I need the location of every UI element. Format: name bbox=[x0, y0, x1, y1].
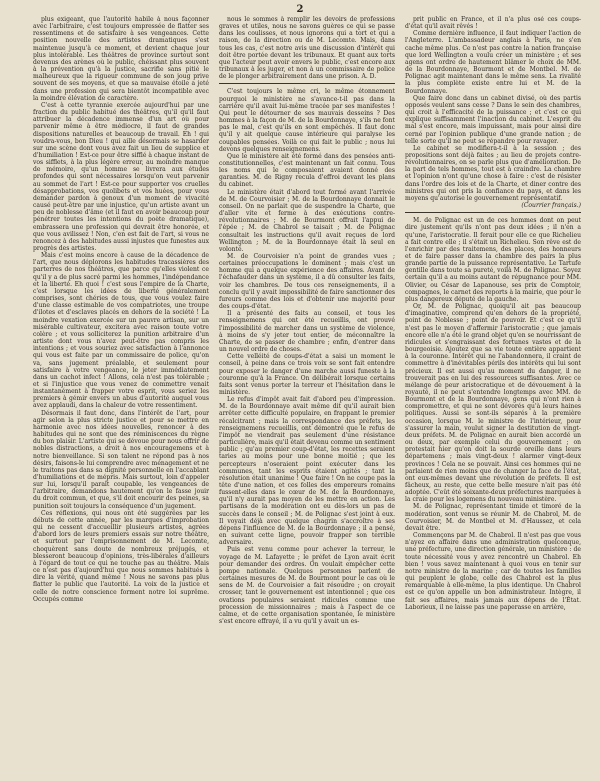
paragraph: M. de Courvoisier n'a point de grandes vues ; certaines préoccupations le dominent ; mais c'est un homme qui a quelque expérience des affaires. Avant de l'échafauder dans un système, il a dû consulter les faits, voir les chambres. De tous ces renseignements, il a conclu qu'il y avait impossibilité de faire sanctionner des fureurs comme des lois et d'obtenir une majorité pour des coups-d'état. bbox=[219, 253, 395, 311]
paragraph: C'est toujours le même cri, le même étonnement pourquoi le ministère ne s'avance-t-il pas dans la carrière qu'il avait lui-même tracée par ses manifestes ! Qui peut le détourner de ses mauvais desseins ? Des hommes à la façon de M. de la Bourdonnaye, s'ils ne font pas le mal, c'est qu'ils en sont empêchés. Il faut donc qu'il y ait quelque cause intérieure qui paralyse les coupables pensées. Voilà ce qui fait le public ; nous lui devons quelques renseignemens. bbox=[219, 88, 395, 153]
paragraph: Cette velléité de coups-d'état a saisi un moment le conseil, à peine dans ce trois voix se sont fait entendre pour exposer le danger d'une marche aussi funeste à la couronne qu'à la France. On délibérait lorsque certains faits sont venus porter la terreur et l'hésitation dans le ministère. bbox=[219, 353, 395, 396]
column-3 bbox=[405, 16, 581, 776]
paragraph: C'est à cette tyrannie exercée aujourd'hui par une fraction du public habitué des théâtres, qu'il qu'il faut attribuer la décadence immense d'un art où pour parvenir même à être médiocre, il faut de grandes dispositions naturelles et beaucoup de travail. Eh ! qui voudra-vous, bon Dieu ! qui aille désormais se hasarder sur une scène dont vous avez fait un lieu de supplice et d'humiliation ! Est-ce pour être sifflé à chaque instant de vos sifflets, à la plus légère erreur, au moindre manque de mémoire, qu'un homme se livrera aux études profondes qui sont nécessaires lorsqu'on veut parvenir au sommet de l'art ! Est-ce pour supporter vos cruelles désapprobations, vos quolibets et vos huées, pour vous demander pardon à genoux d'un moment de vivacité causé peut-être par une injustice, qu'un artiste avant un peu de noblesse d'âme (et il faut en avoir beaucoup pour pénétrer toutes les intentions du poète dramatique), embrassera une profession qui devrait être honorée, et que vous avilissez ! Non, c'en est fait de l'art, si vous ne renoncez à des habitudes aussi injustes que funestes aux progrès des artistes. bbox=[33, 101, 209, 252]
paragraph: Que faire donc dans un cabinet divisé, où des partis opposés veulent sans cesse ? Dans le sein des chambres, qui croit à l'efficacité de la puissance ; et c'est ce qui explique suffisamment l'inaction du cabinet. L'esprit du mal s'est encore, mais impuissant, mais pour ainsi dire cerné par l'opinion publique d'une grande nation ; de telle sorte qu'il ne peut se répandre pour ravager. bbox=[405, 94, 581, 145]
paragraph: Le cabinet se modifiera-t-il à la session ; des propositions sont déjà faites ; au lieu de projets contre-révolutionnaires, on se parle plus que d'amélioration. De la part de tels hommes, tout est à craindre. La chambre et l'opinion n'ont qu'une chose à faire : c'est de résister dans l'ordre des lois et de la Charte, et diner contre des ministres qui ont pris la confiance du pays, et dans les moyens qu'autorise le gouvernement représentatif. bbox=[405, 144, 581, 202]
column-2 bbox=[219, 16, 395, 776]
paragraph: Le refus d'impôt avait fait d'abord peu d'impression. M. de la Bourdonnaye avait même dit qu'il aurait bien arrêter cette difficulté populaire, en frappant le premier récalcitrant ; mais la correspondance des préfets, les renseignemens recueillis, ont démontré que le refus de l'impôt ne viendrait pas seulement d'une résistance particulière, mais qu'il était devenu comme un sentiment public ; qu'au premier coup-d'état, les recettes seraient taries au moins pour une bonne moitié ; que les percepteurs n'oseraient point exécuter dans les communes, tant les esprits étaient agités ; tant la résolution était unanime ! Que faire ! On ne coupe pas la tête d'une nation, et ces folles des empereurs romains fussent-elles dans le cœur de M. de la Bourdonnaye, qu'il n'y aurait pas moyen de les mettre en action. Les partisans de la modération ont eu dès-lors un pas de succès dans le conseil ; M. de Polignac s'est joint à eux. Il voyait déjà avec quelque chagrin s'accroître à ses dépens l'influence de M. de la Bourdonnaye ; il a pensé, en suivant cette ligne, pouvoir frapper son terrible adversaire. bbox=[219, 396, 395, 547]
paragraph: Le ministère était d'abord tout formé avant l'arrivée de M. de Courvoisier ; M. de la Bourdonnaye donnait le conseil. On ne parlait que de suspendre la Charte, que d'aller vite et ferme à des exécutions contre-révolutionnaires ; M. de Bourmont offrait l'appui de l'épée ; M. de Chabrol se taisait ; M. de Polignac consultait les instructions qu'il avait reçues de lord Wellington ; M. de la Bourdonnaye était là seul en volonté. bbox=[219, 188, 395, 253]
paragraph: Ces réflexions, qui nous ont été suggérées par les débuts de cette année, par les marques d'improbation qui ne cessent d'accueillir plusieurs artistes, agrées d'abord lors de leurs premiers essais sur notre théâtre, et surtout par l'emprisonnement de M. Lecomte, choquèrent sans doute de nombreux préjugés, et blesseront beaucoup d'opinions, très-libérales d'ailleurs à l'égard de tout ce qui ne touche pas au théâtre. Mais ce n'est pas d'aujourd'hui que nous sommes habitués à dire la vérité, quand même ! Nous ne savons pas plus flatter le public que l'autorité. La voix de la justice et celle de notre conscience forment notre loi suprême. Occupés comme bbox=[33, 509, 209, 603]
paragraph: Mais c'est moins encore à cause de la décadence de l'art, que nous déplorons les habitudes tracassières des parterres de nos théâtres, que parce qu'elles violent ce qu'il y a de plus sacré parmi les hommes, l'indépendance et la liberté. Eh quoi ! c'est sous l'empire de la Charte, c'est lorsque les idées de liberté généralement comprises, sont chéries de tous, que vous voulez faire d'une classe estimable de vos compatriotes, une troupe d'ilotes et d'esclaves placés en dehors de la société ! La moindre vexation exercée sur un pauvre artisan, sur un misérable cultivateur, excitera avec raison toute votre colère ; et vous solliciterez la punition arbitraire d'un artiste dont vous n'avez peut-être pas compris les intentions ; et vous souriez avec satisfaction à l'annonce qui vous est faite par un commissaire de police, qu'on va, sans jugement préalable, et seulement pour satisfaire à votre vengeance, le jeter immédiatement dans un cachot infect ! Allons, cela n'est pas tolérable ; et si l'injustice que vous venez de commettre venait instantanément à frapper votre esprit, vous seriez les premiers à gémir envers un abus d'autorité auquel vous avez applaudi, dans la chaleur de votre ressentiment. bbox=[33, 252, 209, 410]
paragraph: Puis est venu comme pour achever la terreur, le voyage de M. Lafayette ; le préfet de Lyon avait écrit pour demander des ordres. On voulait empêcher cette pompe nationale. Quelques personnes parlent de certaines mesures de M. de Bourmont pour le cas où le sens de M. de Courvoisier a fait résoudre ; on croyait crosser, tant le gouvernement est intentionnel ; que ces ovations populaires seraient ridicules comme une procession de missionnaires ; mais à l'aspect de ce calme, et de cette organisation spontanée, le ministère s'est encore effrayé, il a vu qu'il y avait un es- bbox=[219, 546, 395, 625]
paragraph: prit public en France, et il n'a plus osé ces coups-d'état qu'il avait rêvés ! bbox=[405, 16, 581, 31]
page-number: 2 bbox=[296, 4, 304, 15]
paragraph: Comme dernière influence, il faut indiquer l'action de l'Angleterre. L'ambassadeur anglais à Paris, ne s'en cache même plus. Ce n'est pas contre la nation française que lord Wellington a voulu créer un ministère ; et ses agens ont ordre de hautement blâmer le choix de MM. de la Bourdonnaye, Bourmont et de Montbel. M. de Polignac agit maintenant dans le même sens. La rivalité la plus complète existe entre lui et M. de la Bourdonnaye. bbox=[405, 30, 581, 95]
paragraph: Désormais il faut donc, dans l'intérêt de l'art, pour agir selon la plus stricte justice et pour se mettre en harmonie avec nos idées nouvelles, renoncer à des habitudes qui ne sont que des réminiscences du règne du bon plaisir. L'artiste qui se dévoue pour nous offrir de nobles distractions, a droit à nos encouragemens et à notre bienveillance. Si son talent ne répond pas à nos désirs, faisons-le lui comprendre avec ménagement et ne le traitons pas dans sa dignité personnelle en l'accablant d'humiliations et de mépris. Mais surtout, loin d'appeler sur lui, lorsqu'il paraît coupable, les vengeances de l'arbitraire, demandons hautement qu'on le fasse jouir du droit commun, et que, s'il doit encourir des peines, sa punition soit toujours la conséquence d'un jugement. bbox=[33, 409, 209, 510]
paragraph: M. de Polignac, représentant timide et timoré de la modération, sont venus se réunir M. de Chabrol, M. de Courvoisier, M. de Montbel et M. d'Haussez, et cela devait être. bbox=[405, 503, 581, 532]
paragraph: Il a présenté des faits au conseil, et tous les renseignemens qui ont été recueillis, ont prouvé l'impossibilité de marcher dans un système de violence, à moins de s'y jeter tout entier, de méconnaître la Charte, de se passer de chambre ; enfin, d'entrer dans un nouvel ordre de choses. bbox=[219, 310, 395, 354]
section-divider bbox=[405, 212, 581, 213]
paragraph: Commençons par M. de Chabrol. Il n'est pas que vous n'ayez en affaire dans une administration quelconque, une préfecture, une direction générale, un ministère : de toute nécessité vous y avez rencontré un Chabrol. Eh bien ! vous savez maintenant à quoi vous en tenir sur notre ministre de la marine ; car de toutes les familles qui peuplent le globe, celle des Chabrol est la plus remarquable à elle-même, la plus identique. Un Chabrol est ce qu'on appelle un bon administrateur. Intègre, il fait ses affaires, mais jamais aux dépens de l'État. Laborieux, il ne laisse pas une paperasse en arrière, bbox=[405, 532, 581, 611]
paragraph: Or, M. de Polignac, quoiqu'il ait pas beaucoup d'imaginative, comprend qu'en dehors de la propriété, point de Noblesse ; point de pouvoir. Et c'est ce qu'il n'est pas le moyen d'affermir l'aristocratie ; que jamais encore elle n'a été le grand objet qu'en se nourrissant de ridicules et s'engraissant des fortunes vastes et de la bourgeoisie. Ajoutez que sa vie toute entière appartient à la couronne. Intérêt qui ne l'abandonnera, il craint de commettre à d'inévitables périls des intérêts qui lui sont précieux. Il est aussi qu'au moment du danger, il ne trouverait pas en lui des ressources suffisantes. Avec ce mélange de peur aristocratique et de dévouement à la royauté, il ne peut s'entendre longtemps avec MM. de Bourmont et de la Bourdonnaye, gens qui n'ont rien à compromettre, et qui ne sont dévorés qu'à leurs haines politiques. Aussi se sont-ils séparés à la première occasion, lorsque M. le ministre de l'intérieur, pour s'assurer la main, voulut signer la destitution de vingt-deux préfets. M. de Polignac en aurait bien accordé un ou deux, par exemple celui du gouvernement ; on protestait hier qu'on doit la sourde oreille dans leurs départemens ; mais vingt-deux ! alarmer vingt-deux provinces ! Cela ne se pouvait. Ainsi ces hommes qui ne parlaient de rien moins que de changer la face de l'état, ont eux-mêmes devant une révolution de préfets. Il est fâcheux, au reste, que cette belle mesure n'ait pas été adoptée. C'eût été soixante-deux préfectures marquées à la craie pour les logemens du nouveau ministère. bbox=[405, 303, 581, 504]
column-1 bbox=[33, 16, 209, 776]
section-divider bbox=[219, 83, 395, 84]
source-attribution: (Courrier français.) bbox=[521, 202, 581, 210]
paragraph: Que le ministère ait été formé dans des pensées anti-constitutionnelles, c'est maintenant un fait connu. Tous les noms qui le composaient avaient donné des garanties. M. de Rigny recula d'effroi devant les plans du cabinet. bbox=[219, 152, 395, 189]
paragraph: M. de Polignac est un de ces hommes dont on peut dire justement qu'ils n'ont pas deux idées ; il n'en a qu'une, l'aristocratie. Il ferait pour elle ce que Richelieu a fait contre elle ; il s'était un Richelieu. Son rêve est de l'enrichir par des traitemens, des places, des honneurs et de faire passer dans la chambre des pairs la plus grande partie de la puissance représentative. Le Tartufe gentille dans toute sa pureté, voilà M. de Polignac. Soyez certain qu'il a au moins autant de répugnance pour MM. Olivier, ou César de Lapanouse, ses prix de Comptoir, compagnes, le carnet des reports à la mairie, que pour le plus dangereux député de la gauche. bbox=[405, 217, 581, 303]
columns bbox=[33, 16, 581, 776]
paragraph: nous le sommes à remplir les devoirs de professions graves et utiles, nous ne savons guères ce qui se passe dans les coulisses, et nous ignorons qui a tort et qui a raison, de la direction ou de M. Lecomte. Mais, dans tous les cas, c'est notre avis une discussion d'intérêt qui doit être portée devant les tribunaux. Et quant aux torts que l'acteur peut avoir envers le public, c'est encore aux tribunaux à les juger, et non à un commissaire de police de le plonger arbitrairement dans une prison. A. D. bbox=[219, 16, 395, 81]
paragraph: plus exigeant, que l'autorité habile à nous façonner avec l'arbitraire, c'est toujours empressée de flatter ses ressentimens et de satisfaire à ses vengeances. Cette position nouvelle des artistes dramatiques s'est maintenue jusqu'à ce moment, et devient chaque jour plus intolérable. Les théâtres de province surtout sont devenus des arènes où le public, chéissant plus souvent à la prévention qu'à la justice, sacrifie sans pitié le malheureux que la rigueur commune de son joug prive souvent de ses moyens, et que sa mauvaise étoile a jeté dans une profession qui sera bientôt incompatible avec la moindre élévation de caractère. bbox=[33, 16, 209, 102]
